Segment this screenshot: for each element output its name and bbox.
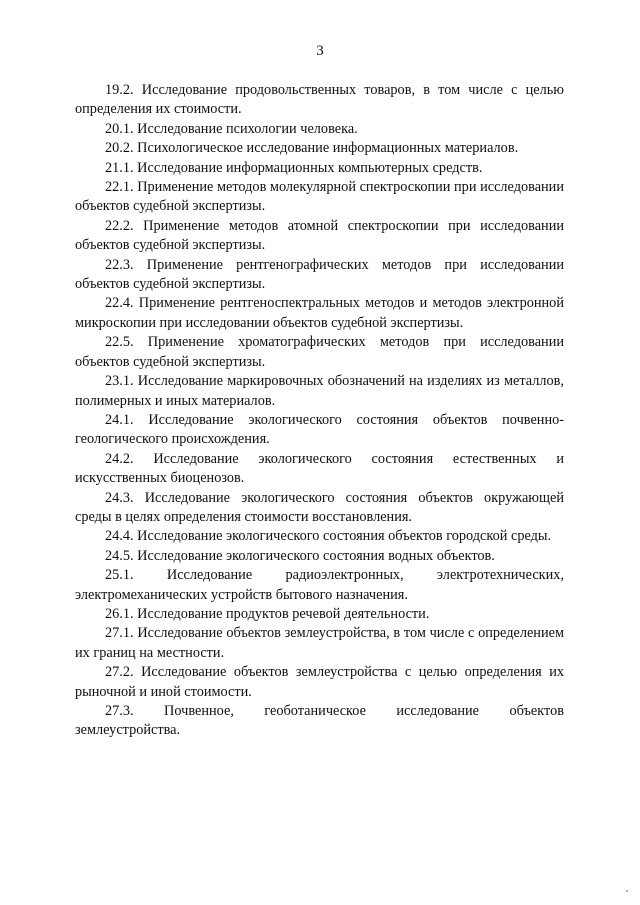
list-item-24-4: 24.4. Исследование экологического состояния объектов городской среды. (105, 528, 552, 545)
list-item-27-1: 27.1. Исследование объектов землеустройства, в том числе с определением их границ на местности. (75, 625, 564, 661)
list-item-24-3: 24.3. Исследование экологического состояния объектов окружающей среды в целях определения стоимости восстановления. (75, 489, 564, 525)
scan-artifact (626, 890, 628, 892)
list-item-24-1: 24.1. Исследование экологического состояния объектов почвенно-геологического происхождения. (75, 411, 564, 448)
list-item-24-2: 24.2. Исследование экологического состояния естественных и искусственных биоценозов. (75, 450, 564, 487)
list-item-22-4: 22.4. Применение рентгеноспектральных методов и методов электронной микроскопии при исследовании объектов судебной экспертизы. (75, 295, 564, 331)
list-item-27-2: 27.2. Исследование объектов землеустройства с целью определения их рыночной и иной стоимости. (75, 664, 564, 700)
list-item-27-3: 27.3. Почвенное, геоботаническое исследование объектов землеустройства. (75, 703, 564, 739)
list-item-21-1: 21.1. Исследование информационных компьютерных средств. (105, 159, 483, 176)
list-item-22-2: 22.2. Применение методов атомной спектроскопии при исследовании объектов судебной экспертизы. (75, 217, 564, 254)
list-item-20-1: 20.1. Исследование психологии человека. (105, 120, 358, 137)
list-item-25-1: 25.1. Исследование радиоэлектронных, электротехнических, электромеханических устройств бытового назначения. (75, 567, 564, 603)
list-item-20-2: 20.2. Психологическое исследование информационных материалов. (105, 140, 519, 157)
list-item-22-5: 22.5. Применение хроматографических методов при исследовании объектов судебной экспертизы. (75, 334, 564, 370)
list-item-24-5: 24.5. Исследование экологического состояния водных объектов. (105, 547, 495, 564)
list-item-22-3: 22.3. Применение рентгенографических методов при исследовании объектов судебной экспертизы. (75, 256, 564, 293)
page-number: 3 (316, 43, 324, 59)
list-item-19-2: 19.2. Исследование продовольственных товаров, в том числе с целью определения их стоимости. (75, 82, 564, 118)
list-item-22-1: 22.1. Применение методов молекулярной спектроскопии при исследовании объектов судебной экспертизы. (75, 179, 564, 215)
list-item-26-1: 26.1. Исследование продуктов речевой деятельности. (105, 605, 430, 622)
list-item-23-1: 23.1. Исследование маркировочных обозначений на изделиях из металлов, полимерных и иных материалов. (75, 373, 564, 409)
document-body (75, 81, 564, 741)
